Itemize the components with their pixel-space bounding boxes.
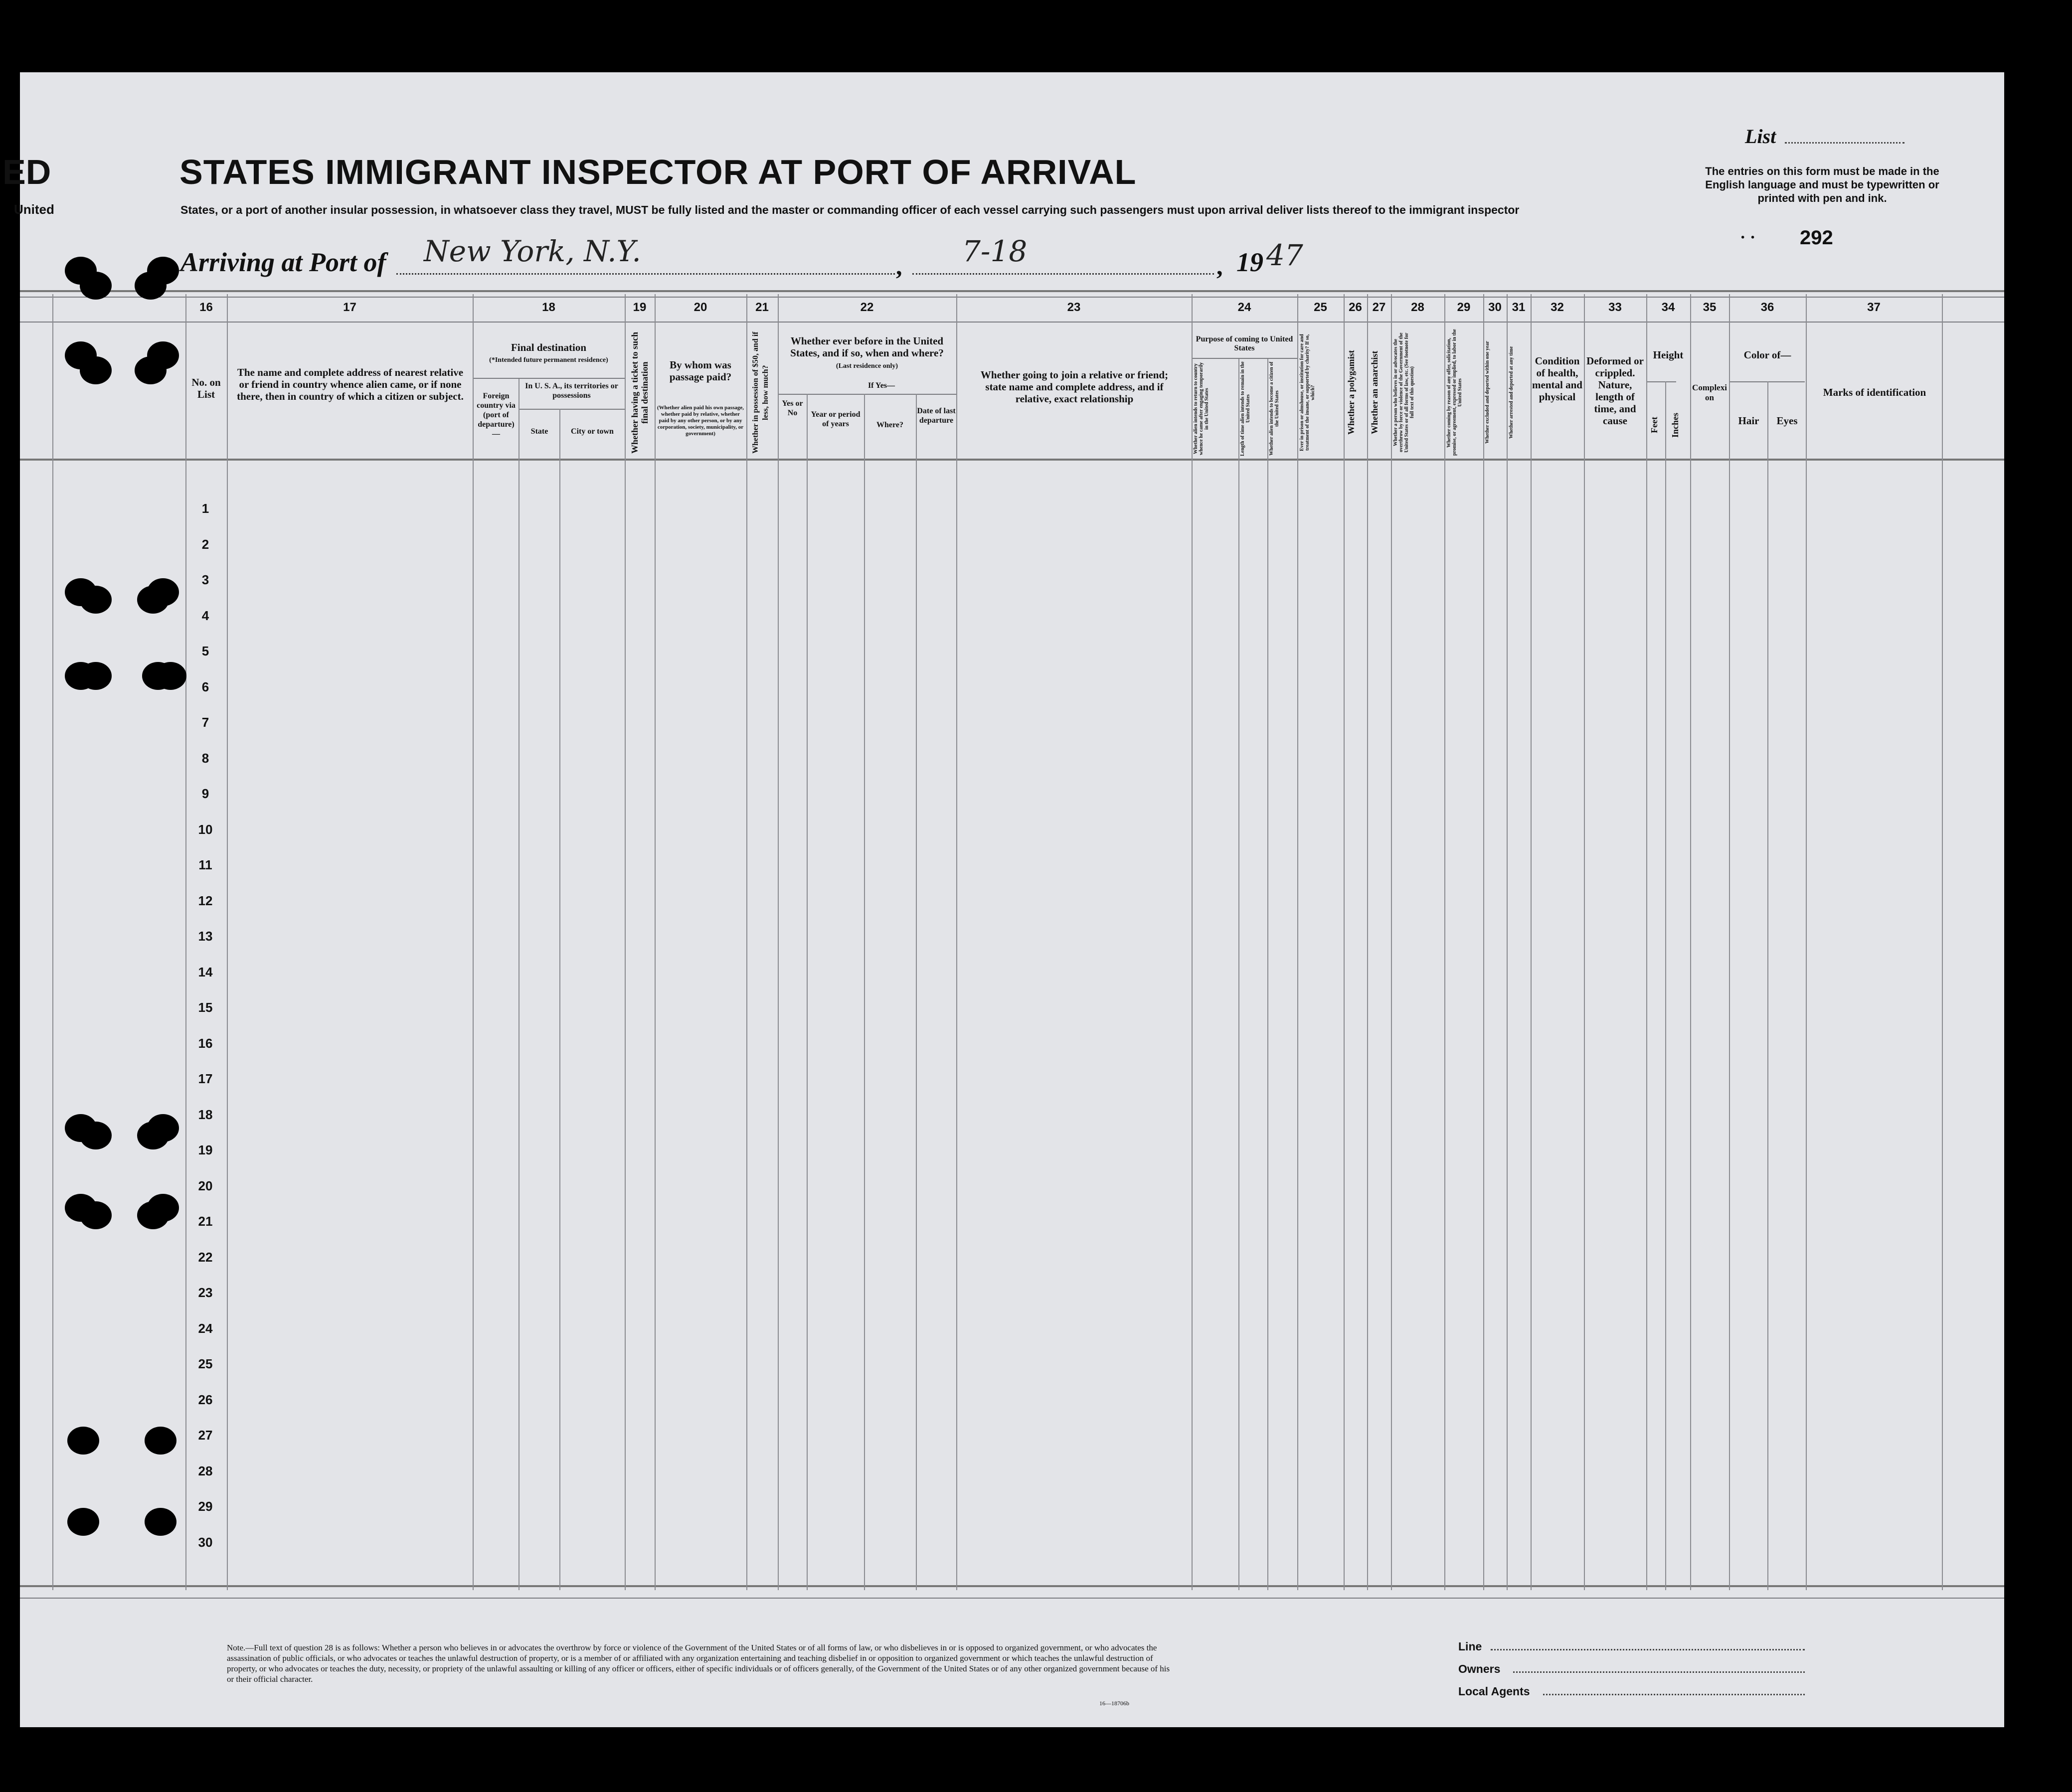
binder-hole [80, 1201, 112, 1229]
row-number: 10 [198, 821, 213, 837]
row-number: 23 [198, 1285, 213, 1300]
col-line [1531, 294, 1532, 1590]
header-top-rule [20, 290, 2004, 292]
row-number: 1 [201, 501, 209, 516]
col18-city: City or town [571, 427, 614, 436]
header-left-fragment: ED [2, 153, 51, 191]
col22-note: (Last residence only) [836, 362, 898, 370]
col-number-16: 16 [199, 301, 213, 314]
form-title: STATES IMMIGRANT INSPECTOR AT PORT OF ARRIVAL [179, 153, 1137, 191]
owners-label: Owners [1458, 1662, 1501, 1675]
col27-header: Whether an anarchist [1370, 350, 1380, 435]
col22-date: Date of last departure [917, 407, 956, 425]
col36-header: Color of— [1743, 349, 1791, 361]
col18-state: State [530, 427, 548, 436]
col-number-22: 22 [860, 301, 874, 314]
col-line [778, 294, 779, 1590]
row-number: 5 [201, 644, 209, 658]
col24-return: Whether alien intends to return to country whence he came after engaging temporarily in the United States [1193, 362, 1209, 456]
col-number-24: 24 [1237, 301, 1251, 314]
col-line [1646, 294, 1647, 1590]
row-number: 29 [198, 1499, 213, 1514]
row-number: 13 [198, 929, 213, 944]
row-number: 20 [198, 1178, 213, 1193]
col-line [1238, 359, 1239, 1590]
col26-header: Whether a polygamist [1346, 350, 1356, 435]
col34-inches: Inches [1670, 412, 1680, 438]
line-label: Line [1458, 1640, 1482, 1653]
local-agents-field[interactable] [1543, 1694, 1805, 1695]
col37-header: Marks of identification [1823, 386, 1926, 398]
col21-header: Whether in possession of $50, and if less, how much? [751, 331, 770, 454]
col-line [746, 294, 747, 1590]
binder-hole [135, 272, 167, 300]
column-number-rule [20, 322, 2004, 323]
col-line [956, 294, 957, 1590]
header-bottom-rule [20, 459, 2004, 461]
col31-header: Whether arrested and deported at any time [1509, 346, 1514, 439]
row-number: 4 [201, 608, 209, 623]
col-line [625, 294, 626, 1590]
row-number: 19 [198, 1142, 213, 1157]
col35-header: Complexion [1692, 383, 1727, 402]
row-number: 22 [198, 1249, 213, 1265]
arriving-port-label: Arriving at Port of [180, 247, 386, 277]
col-line [1942, 294, 1943, 1590]
col18-note: (*Intended future permanent residence) [489, 356, 608, 364]
comma-1: , [896, 252, 902, 280]
col24-header: Purpose of coming to United States [1196, 335, 1293, 352]
list-number-field[interactable] [1785, 142, 1904, 144]
comma-2: , [1216, 252, 1223, 280]
col-number-23: 23 [1067, 301, 1081, 314]
row-number: 16 [198, 1035, 213, 1051]
binder-hole [67, 1508, 99, 1536]
col28-header: Whether a person who believes in or advocates the overthrow by force or violence of the Government of the United States or of all forms of law, etc. (See footnote for full text of this question) [1393, 332, 1415, 453]
binder-hole [135, 356, 167, 384]
row-number: 2 [201, 536, 209, 552]
row-number: 15 [198, 1000, 213, 1015]
col-number-28: 28 [1411, 301, 1424, 314]
row-number: 6 [201, 679, 209, 694]
binder-hole [145, 1508, 176, 1536]
row-number: 7 [201, 715, 209, 730]
col-line [1192, 294, 1193, 1590]
col29-header: Whether coming by reason of any offer, solicitation, promise, or agreement, expressed or implied, to labor in the United States [1446, 329, 1463, 456]
col36-eyes: Eyes [1776, 415, 1798, 427]
col34-sub-rule [1646, 381, 1676, 382]
row-number: 8 [201, 750, 209, 766]
row-number: 9 [201, 786, 209, 801]
col20-note: (Whether alien paid his own passage, whether paid by relative, whether paid by any other person, or by any corporation, society, municipality, or government) [657, 405, 744, 437]
col-number-20: 20 [693, 301, 707, 314]
row-number: 28 [198, 1463, 213, 1478]
col-line [1267, 359, 1268, 1590]
col-line [1729, 294, 1730, 1590]
date-handwritten-value: 7-18 [962, 234, 1028, 268]
col22-header: Whether ever before in the United States, and if so, when and where? [790, 335, 944, 359]
col-line [1665, 381, 1666, 1590]
col-line [1690, 294, 1691, 1590]
binder-hole [80, 586, 112, 614]
col22-if-yes: If Yes— [867, 381, 895, 390]
col-line [1584, 294, 1585, 1590]
col34-header: Height [1653, 349, 1684, 361]
col32-header: Condition of health, mental and physical [1532, 355, 1582, 403]
entries-note: The entries on this form must be made in the English language and must be typewritten or printed with pen and ink. [1705, 165, 1939, 204]
form-page [20, 72, 2004, 1727]
owners-field[interactable] [1513, 1671, 1805, 1673]
col-number-18: 18 [542, 301, 555, 314]
col30-header: Whether excluded and deported within one year [1485, 341, 1490, 444]
col23-header: Whether going to join a relative or friend; state name and complete address, and if relative, exact relationship [980, 369, 1169, 405]
row-number: 11 [198, 857, 212, 872]
col24-citizen: Whether alien intends to become a citizen of the United States [1269, 361, 1280, 456]
col18-sub-rule-2 [518, 409, 625, 410]
col-number-32: 32 [1551, 301, 1564, 314]
form-subtitle: States, or a port of another insular possession, in whatsoever class they travel, MUST be fully listed and the master or commanding officer of each vessel carrying such passengers must upon arrival deliver lists thereof to the immigrant inspector [180, 203, 1520, 216]
col-line [864, 394, 865, 1590]
row-number: 3 [201, 572, 209, 587]
col-line [185, 294, 186, 1590]
binder-hole [137, 586, 169, 614]
list-label: List [1745, 125, 1776, 148]
col-line [473, 294, 474, 1590]
col-line [518, 379, 519, 1590]
binder-hole [137, 1201, 169, 1229]
col-line [1483, 294, 1484, 1590]
page-stamp-number: 292 [1800, 227, 1833, 249]
binder-hole [80, 356, 112, 384]
binder-hole [80, 1122, 112, 1149]
row-number: 14 [198, 964, 213, 979]
col-number-19: 19 [633, 301, 647, 314]
col18-sub-rule [473, 378, 625, 379]
form-code: 16—18706b [1099, 1700, 1129, 1707]
col17-header: The name and complete address of nearest relative or friend in country whence alien came, or if none there, then in country of which a citizen or subject. [237, 366, 464, 402]
binder-hole [137, 1122, 169, 1149]
row-number: 30 [198, 1534, 213, 1550]
col22-yes-no: Yes or No [782, 399, 803, 417]
col-number-21: 21 [755, 301, 769, 314]
binder-hole [80, 662, 112, 690]
row-number: 25 [198, 1356, 213, 1371]
table-bottom-rule-2 [20, 1598, 2004, 1599]
col-line [1507, 294, 1508, 1590]
col-line [1444, 294, 1445, 1590]
row-number: 26 [198, 1392, 213, 1407]
col-line [916, 394, 917, 1590]
binder-hole [80, 272, 112, 300]
col-number-36: 36 [1760, 301, 1774, 314]
col36-hair: Hair [1738, 415, 1759, 427]
col-number-31: 31 [1512, 301, 1526, 314]
binder-hole [67, 1427, 99, 1455]
row-number: 12 [198, 893, 213, 908]
local-agents-label: Local Agents [1458, 1685, 1530, 1698]
col-line [559, 409, 560, 1590]
col-line [1767, 381, 1768, 1590]
table-bottom-rule [20, 1585, 2004, 1587]
col-line [227, 294, 228, 1590]
row-number: 17 [198, 1071, 213, 1086]
col-line [807, 394, 808, 1590]
col24-sub-rule [1192, 358, 1297, 359]
col-number-29: 29 [1457, 301, 1471, 314]
col-number-37: 37 [1867, 301, 1881, 314]
col34-feet: Feet [1649, 417, 1659, 433]
col25-header: Ever in prison or almshouse, or institution for care and treatment of the insane, or supported by charity? If so, which? [1299, 334, 1316, 451]
line-field[interactable] [1491, 1649, 1805, 1650]
col18-foreign-country: Foreign country via (port of departure)— [477, 392, 516, 438]
col16-header: No. on List [191, 376, 221, 400]
col-number-26: 26 [1349, 301, 1362, 314]
row-number: 24 [198, 1320, 213, 1336]
col18-usa: In U. S. A., its territories or possessions [525, 382, 618, 400]
col-line [52, 294, 53, 1590]
row-number: 27 [198, 1428, 213, 1443]
year-printed: 19 [1236, 247, 1263, 277]
port-field-line[interactable] [396, 273, 895, 275]
stamp-marks: · · [1740, 228, 1756, 247]
header-rule-2 [20, 297, 2004, 298]
col-number-35: 35 [1703, 301, 1717, 314]
year-handwritten-value: 47 [1266, 238, 1303, 272]
row-number: 18 [198, 1107, 213, 1122]
col-line [1297, 294, 1298, 1590]
col22-sub-rule-2 [807, 394, 956, 395]
col-number-30: 30 [1488, 301, 1502, 314]
binder-hole [155, 662, 186, 690]
footnote-question-28: Note.—Full text of question 28 is as follows: Whether a person who believes in or advocates the overthrow by force or violence of the Government of the United States or of all forms of law, or who disbelieves in or is opposed to organized government, or who advocates the assassination of public officials, or who advocates or teaches the unlawful destruction of property, or is a member of or affiliated with any organization entertaining and teaching disbelief in or opposition to organized government or which teaches the unlawful destruction of property, or who advocates or teaches the duty, necessity, or propriety of the unlawful assaulting or killing of any officer or officers, either of specific individuals or of officers generally, of the Government of the United States or of any other organized government because of his or their official character. [227, 1643, 1170, 1684]
col24-length: Length of time alien intends to remain in the United States [1240, 361, 1251, 456]
col22-year: Year or period of years [811, 410, 861, 428]
col-line [1367, 294, 1368, 1590]
col-line [1391, 294, 1392, 1590]
col18-header: Final destination [511, 341, 587, 353]
col19-header: Whether having a ticket to such final destination [630, 331, 650, 454]
col-line [1806, 294, 1807, 1590]
col33-header: Deformed or crippled. Nature, length of time, and cause [1586, 355, 1644, 427]
port-handwritten-value: New York, N.Y. [424, 234, 641, 268]
binder-hole [145, 1427, 176, 1455]
col-number-34: 34 [1661, 301, 1675, 314]
col-line [655, 294, 656, 1590]
col-line [1344, 294, 1345, 1590]
col36-sub-rule [1729, 381, 1805, 382]
row-number: 21 [198, 1214, 213, 1229]
header-left-fragment-2: United [14, 202, 54, 217]
col-number-33: 33 [1608, 301, 1622, 314]
col-number-17: 17 [343, 301, 356, 314]
date-field-line[interactable] [912, 273, 1214, 275]
col-number-27: 27 [1372, 301, 1386, 314]
col-number-25: 25 [1314, 301, 1327, 314]
col20-header: By whom was passage paid? [669, 359, 732, 383]
col22-where: Where? [876, 421, 903, 429]
